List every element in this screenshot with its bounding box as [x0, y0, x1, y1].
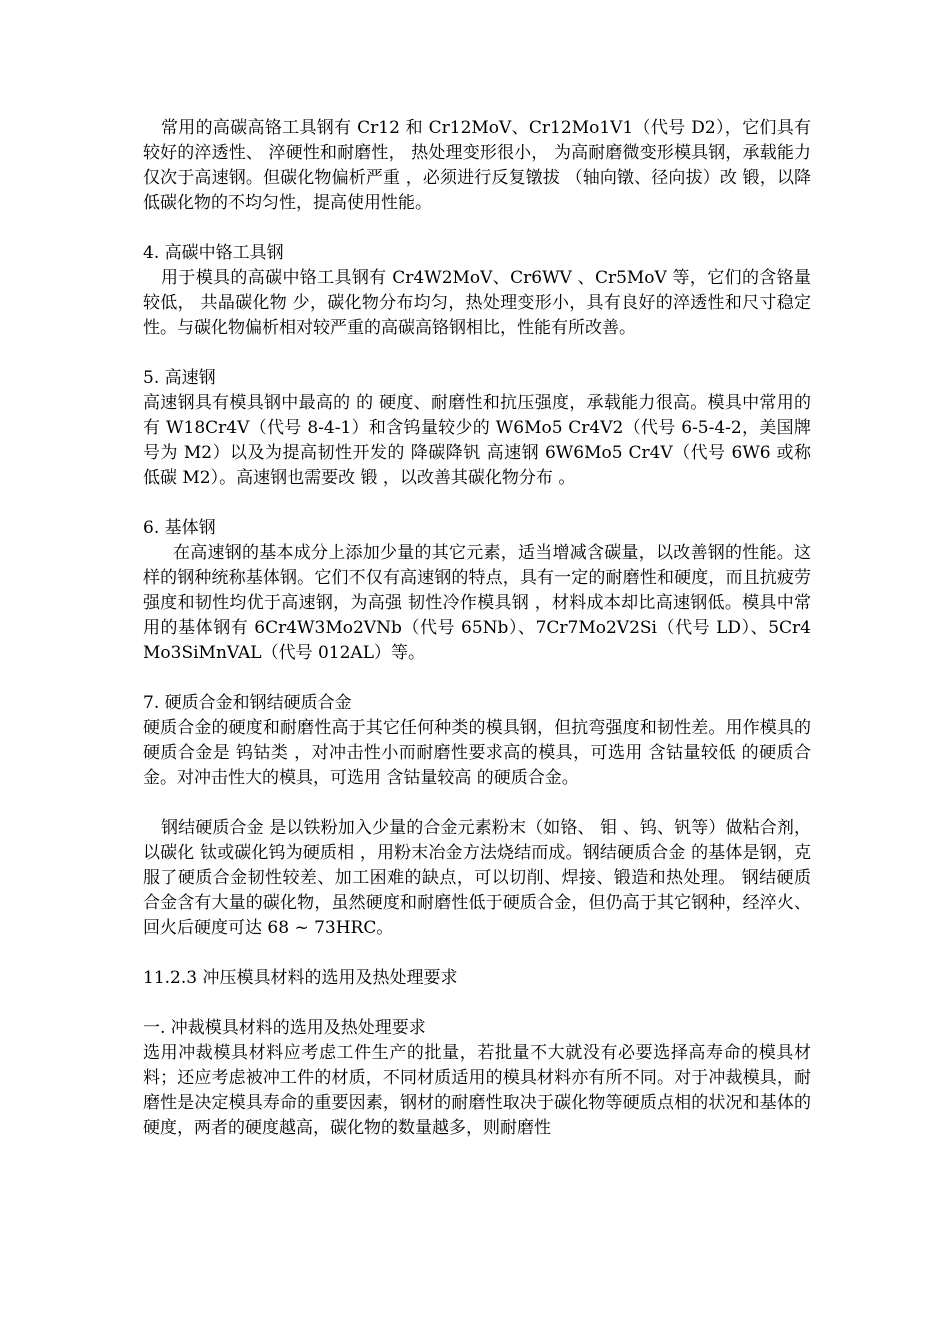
paragraph-cemented-carbide: 硬质合金的硬度和耐磨性高于其它任何种类的模具钢，但抗弯强度和韧性差。用作模具的硬质合金是 钨钴类 ，对冲击性小而耐磨性要求高的模具，可选用 含钴量较低 的硬质合金。对冲击性大的模具，可选用 含钴量较高 的硬质合金。 [143, 718, 811, 788]
heading-section-4: 4. 高碳中铬工具钢 [143, 243, 284, 263]
heading-section-7: 7. 硬质合金和钢结硬质合金 [143, 693, 352, 713]
paragraph-gap [143, 491, 811, 516]
paragraph-high-carbon-medium-chromium: 用于模具的高碳中铬工具钢有 Cr4W2MoV、Cr6WV 、Cr5MoV 等，它们的含铬量较低， 共晶碳化物 少，碳化物分布均匀，热处理变形小，具有良好的淬透性和尺寸稳定性。与碳化物偏析相对较严重的高碳高铬钢相比，性能有所改善。 [143, 268, 811, 338]
heading-section-5: 5. 高速钢 [143, 368, 216, 388]
paragraph-high-carbon-high-chromium: 常用的高碳高铬工具钢有 Cr12 和 Cr12MoV、Cr12Mo1V1（代号 D2），它们具有较好的淬透性、 淬硬性和耐磨性， 热处理变形很小， 为高耐磨微变形模具钢，承载能力仅次于高速钢。但碳化物偏析严重 ，必须进行反复镦拔 （轴向镦、径向拔）改 锻，以降低碳化物的不均匀性，提高使用性能。 [143, 118, 811, 213]
paragraph-gap [143, 216, 811, 241]
heading-subsection-one: 一. 冲裁模具材料的选用及热处理要求 [143, 1018, 426, 1038]
paragraph-gap [143, 941, 811, 966]
paragraph-gap [143, 991, 811, 1016]
paragraph-blanking-die-materials: 选用冲裁模具材料应考虑工件生产的批量，若批量不大就没有必要选择高寿命的模具材料；还应考虑被冲工件的材质，不同材质适用的模具材料亦有所不同。对于冲裁模具，耐磨性是决定模具寿命的重要因素，钢材的耐磨性取决于碳化物等硬质点相的状况和基体的硬度，两者的硬度越高，碳化物的数量越多，则耐磨性 [143, 1043, 811, 1138]
paragraph-gap [143, 791, 811, 816]
paragraph-gap [143, 341, 811, 366]
paragraph-high-speed-steel: 高速钢具有模具钢中最高的 的 硬度、耐磨性和抗压强度，承载能力很高。模具中常用的有 W18Cr4V（代号 8-4-1）和含钨量较少的 W6Mo5 Cr4V2（代号 6-5-4-2，美国牌号为 M2）以及为提高韧性开发的 降碳降钒 高速钢 6W6Mo5 Cr4V（代号 6W6 或称低碳 M2）。高速钢也需要改 锻 ，以改善其碳化物分布 。 [143, 393, 811, 488]
heading-section-6: 6. 基体钢 [143, 518, 216, 538]
paragraph-steel-bonded-carbide: 钢结硬质合金 是以铁粉加入少量的合金元素粉末（如铬、 钼 、钨、钒等）做粘合剂，以碳化 钛或碳化钨为硬质相 ，用粉末冶金方法烧结而成。钢结硬质合金 的基体是钢，克服了硬质合金韧性较差、加工困难的缺点，可以切削、焊接、锻造和热处理。 钢结硬质合金含有大量的碳化物，虽然硬度和耐磨性低于硬质合金，但仍高于其它钢种，经淬火、回火后硬度可达 68 ~ 73HRC。 [143, 818, 811, 938]
heading-section-11-2-3: 11.2.3 冲压模具材料的选用及热处理要求 [143, 968, 458, 988]
paragraph-gap [143, 666, 811, 691]
paragraph-matrix-steel: 在高速钢的基本成分上添加少量的其它元素，适当增减含碳量，以改善钢的性能。这样的钢种统称基体钢。它们不仅有高速钢的特点，具有一定的耐磨性和硬度，而且抗疲劳强度和韧性均优于高速钢，为高强 韧性冷作模具钢 ，材料成本却比高速钢低。模具中常用的基体钢有 6Cr4W3Mo2VNb（代号 65Nb）、7Cr7Mo2V2Si（代号 LD）、5Cr4Mo3SiMnVAL（代号 012AL）等。 [143, 543, 811, 663]
document-page [143, 116, 811, 1141]
